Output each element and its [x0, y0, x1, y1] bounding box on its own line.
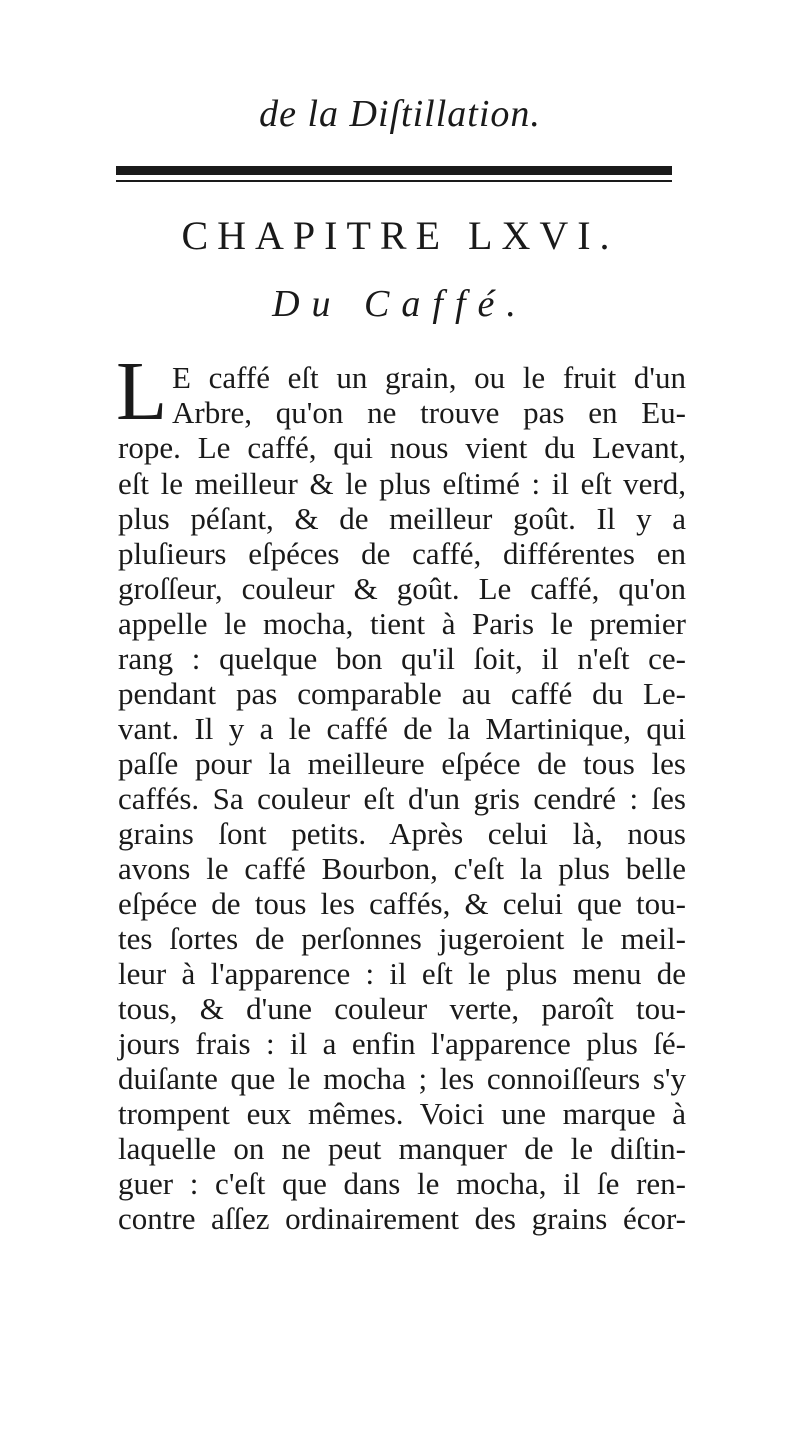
text-line: rang : quelque bon qu'il ſoit, il n'eſt ce- — [118, 641, 686, 676]
header-rule-thick — [116, 166, 672, 175]
text-line: avons le caffé Bourbon, c'eſt la plus belle — [118, 851, 686, 886]
text-line: E caffé eſt un grain, ou le fruit d'un — [172, 360, 686, 395]
header-rule-thin — [116, 180, 672, 182]
text-line: eſt le meilleur & le plus eſtimé : il eſt verd, — [118, 466, 686, 501]
text-line: laquelle on ne peut manquer de le diſtin- — [118, 1131, 686, 1166]
text-line: Arbre, qu'on ne trouve pas en Eu- — [172, 395, 686, 430]
text-line: leur à l'apparence : il eſt le plus menu de — [118, 956, 686, 991]
text-line: vant. Il y a le caffé de la Martinique, qui — [118, 711, 686, 746]
text-line: guer : c'eſt que dans le mocha, il ſe ren- — [118, 1166, 686, 1201]
text-line: pendant pas comparable au caffé du Le- — [118, 676, 686, 711]
drop-cap: L — [116, 345, 168, 438]
text-line: contre aſſez ordinairement des grains écor- — [118, 1201, 686, 1236]
text-line: caffés. Sa couleur eſt d'un gris cendré : ſes — [118, 781, 686, 816]
text-line: appelle le mocha, tient à Paris le premier — [118, 606, 686, 641]
text-line: tous, & d'une couleur verte, paroît tou- — [118, 991, 686, 1026]
text-line: jours frais : il a enfin l'apparence plus ſé- — [118, 1026, 686, 1061]
text-line: pluſieurs eſpéces de caffé, différentes en — [118, 536, 686, 571]
chapter-title: CHAPITRE LXVI. — [181, 213, 619, 258]
text-line: grains ſont petits. Après celui là, nous — [118, 816, 686, 851]
text-line: eſpéce de tous les caffés, & celui que tou- — [118, 886, 686, 921]
text-line: duiſante que le mocha ; les connoiſſeurs s'y — [118, 1061, 686, 1096]
text-line: rope. Le caffé, qui nous vient du Levant, — [118, 430, 686, 465]
section-title: Du Caffé. — [272, 283, 528, 325]
text-line: tes ſortes de perſonnes jugeroient le meil- — [118, 921, 686, 956]
text-line: groſſeur, couleur & goût. Le caffé, qu'on — [118, 571, 686, 606]
running-head: de la Diſtillation. — [259, 93, 541, 135]
text-line: paſſe pour la meilleure eſpéce de tous les — [118, 746, 686, 781]
text-line: trompent eux mêmes. Voici une marque à — [118, 1096, 686, 1131]
text-line: plus péſant, & de meilleur goût. Il y a — [118, 501, 686, 536]
